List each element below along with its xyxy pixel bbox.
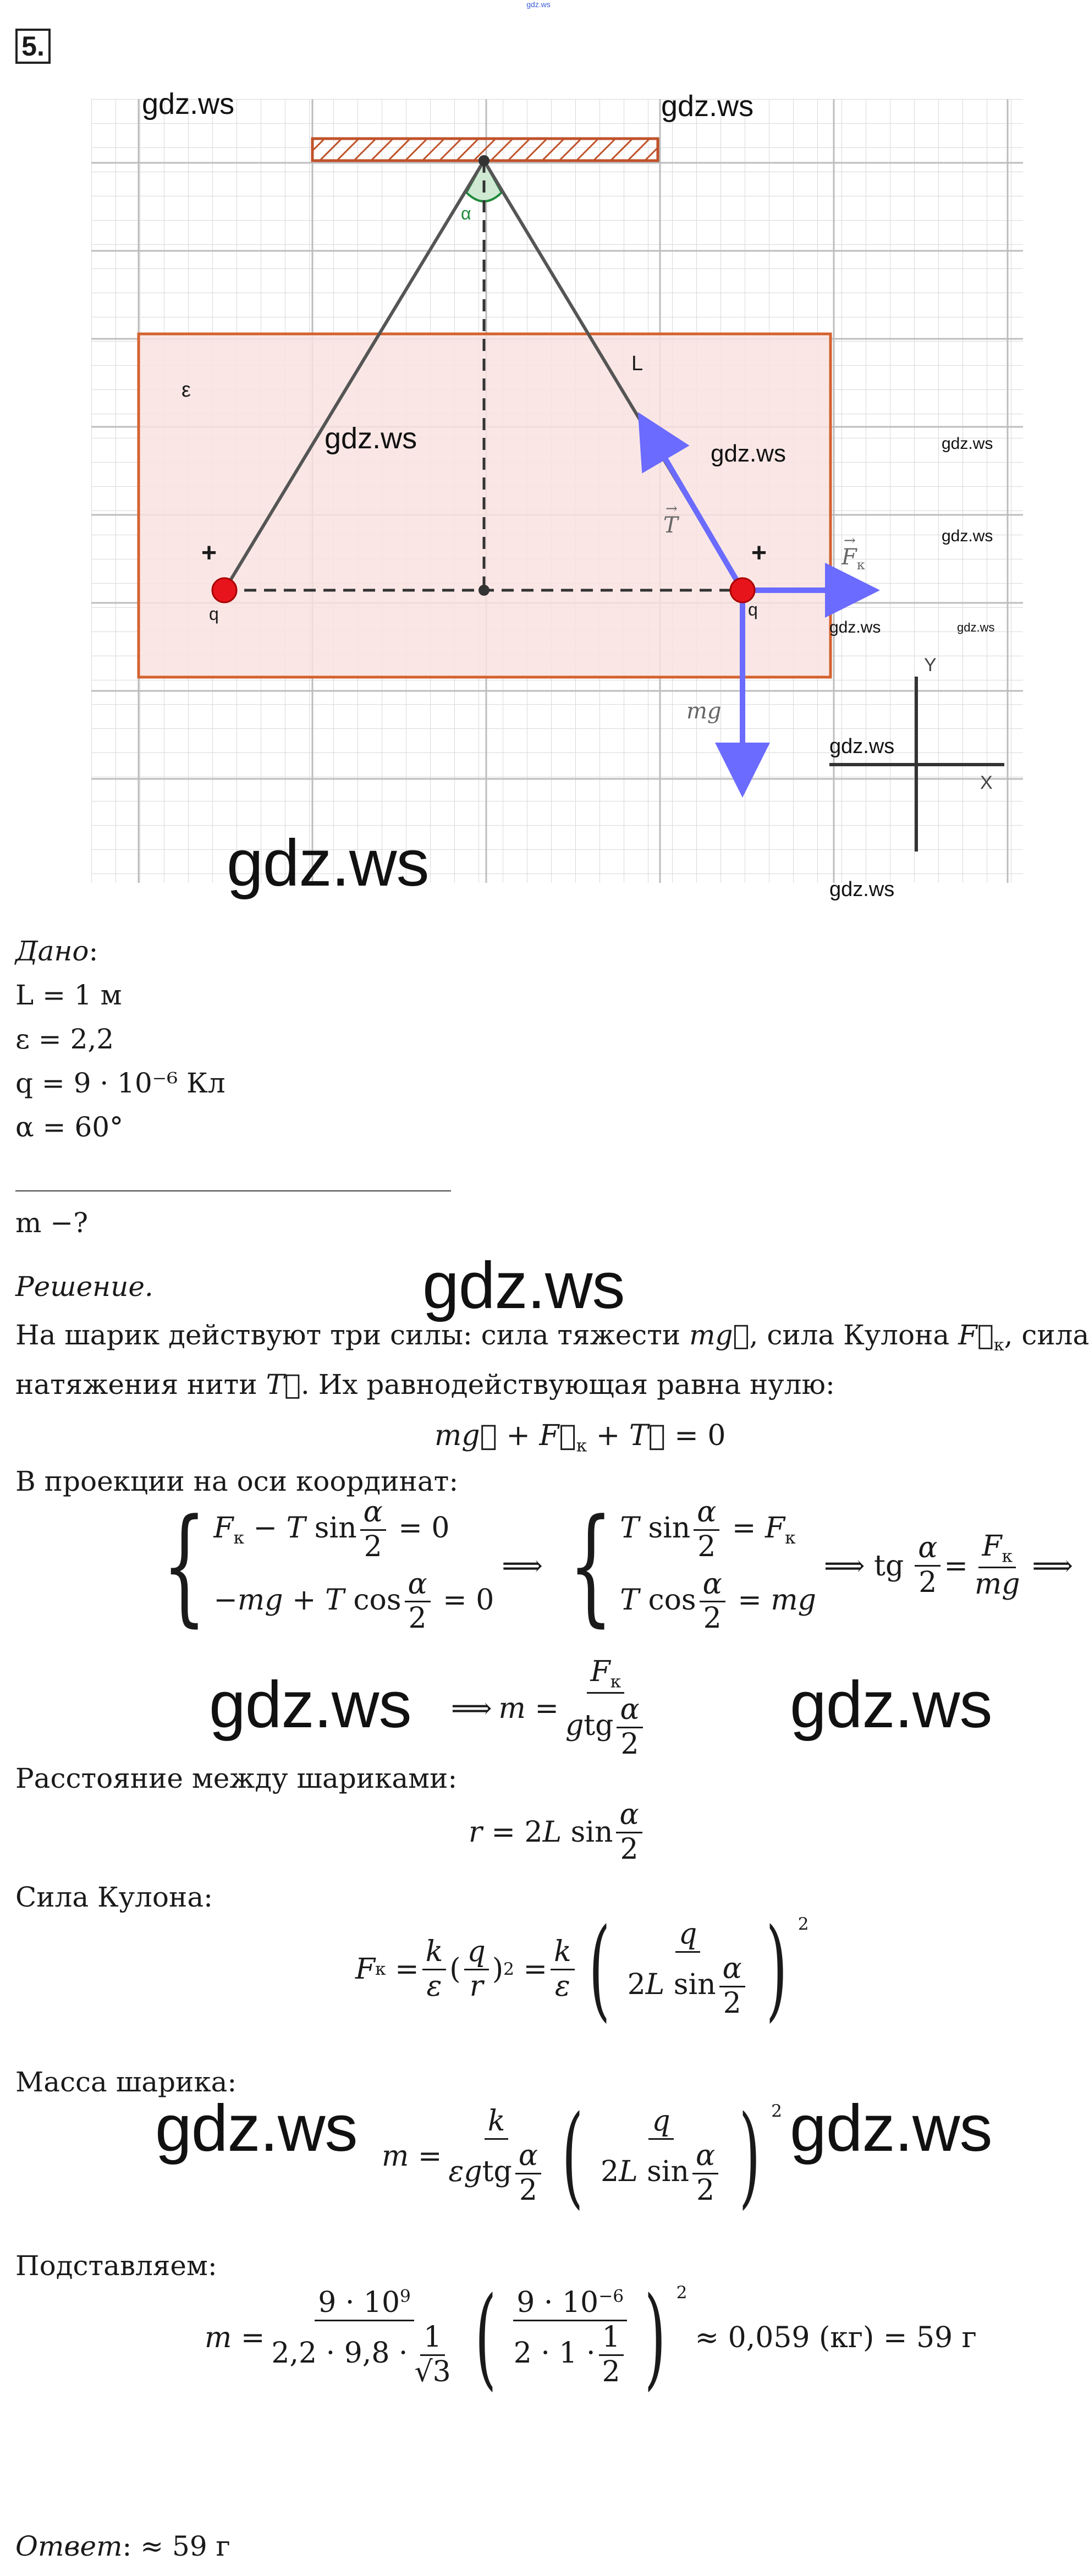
plus-left: + [201,539,217,568]
find-line: m −? [15,1207,89,1239]
projection-system: { $F_к - T$ sin $\frac{\alpha}{2}$ = 0 −mg + T cos $\frac{\alpha}{2}$ = 0 ⟹ { T sin $\frac{\alpha}{2}$ = $F_к$ T cos $\frac{\alpha}{2}$ = mg ⟹ tg $\frac{\alpha}{2}$ = $\frac{F_к}{mg}$ ⟹ [162,1492,1074,1639]
gravity-label: mg [686,699,722,724]
distance-formula: r = 2 L sin $\frac{\alpha}{2}$ [469,1799,646,1866]
equilibrium-equation: mg⃗ + $F⃗_к$ + T⃗ = 0 [435,1419,726,1456]
coulomb-formula: F к = $\frac{k}{\varepsilon}$ ( $\frac{q}{r}$ ) 2 = $\frac{k}{\varepsilon}$ ( q 2L sin $\frac{\alpha}{2}$ ) $^2$ [355,1905,809,2033]
given-heading: Дано: [15,935,98,967]
solution-paragraph: Расстояние между шариками: [15,1762,458,1794]
axis-y-label: Y [924,655,937,675]
watermark: gdz.ws [155,2091,358,2165]
mass-formula: m = k εgtg $\frac{\alpha}{2}$ ( q 2L sin $\frac{\alpha}{2}$ ) $^2$ [382,2092,782,2220]
given-line: ε = 2,2 [15,1023,114,1055]
watermark: gdz.ws [711,440,786,467]
given-divider [15,1190,451,1191]
watermark: gdz.ws [209,1668,411,1742]
watermark: gdz.ws [957,620,995,634]
charge-right [730,578,755,602]
charge-left [212,578,237,602]
mass-expression: ⟹ m = $F_к$ gtg $\frac{\alpha}{2}$ [451,1656,653,1761]
watermark: gdz.ws [942,527,993,545]
solution-paragraph: Подставляем: [15,2250,217,2282]
solution-paragraph: натяжения нити T⃗. Их равнодействующая равна нулю: [15,1369,835,1400]
solution-paragraph: Сила Кулона: [15,1881,213,1913]
physics-diagram [82,94,1028,902]
solution-paragraph: На шарик действуют три силы: сила тяжести mg⃗, сила Кулона $F⃗_к$, сила [15,1319,1089,1355]
problem-number: 5. [15,29,51,64]
charge-right-label: q [748,600,758,619]
charge-left-label: q [209,604,219,624]
watermark: gdz.ws [790,2091,992,2165]
answer-line: Ответ: ≈ 59 г [15,2530,230,2562]
watermark: gdz.ws [422,1249,625,1322]
axis-x-label: X [980,772,993,793]
given-line: q = 9 · 10⁻⁶ Кл [15,1067,226,1099]
substitution-formula: m = $9 \cdot 10^9$ 2,2 · 9,8 · $\frac{1}{√3}$ ( $9 \cdot 10^{-6}$ 2 · 1 · $\frac{1}{2}$ ) $^2$ ≈ 0,059 (кг) = 59 г [205,2273,977,2402]
angle-label: α [461,204,471,223]
watermark: gdz.ws [142,87,235,120]
given-line: L = 1 м [15,979,122,1011]
watermark: gdz.ws [829,735,895,758]
epsilon-label: ε [182,378,191,402]
solution-heading: Решение. [15,1271,153,1303]
watermark: gdz.ws [942,435,993,453]
tension-label: → T [663,501,678,538]
watermark: gdz.ws [324,422,417,455]
length-label: L [631,352,644,375]
solution-paragraph: В проекции на оси координат: [15,1465,459,1497]
watermark: gdz.ws [227,826,429,900]
solution-paragraph: Масса шарика: [15,2066,237,2098]
watermark: gdz.ws [829,878,895,901]
watermark: gdz.ws [829,618,881,636]
plus-right: + [751,539,767,568]
watermark: gdz.ws [790,1668,992,1742]
given-line: α = 60° [15,1111,124,1143]
coulomb-label: → $F_к$ [842,532,865,573]
watermark: gdz.ws [661,90,754,123]
source-link[interactable]: gdz.ws [526,0,551,9]
